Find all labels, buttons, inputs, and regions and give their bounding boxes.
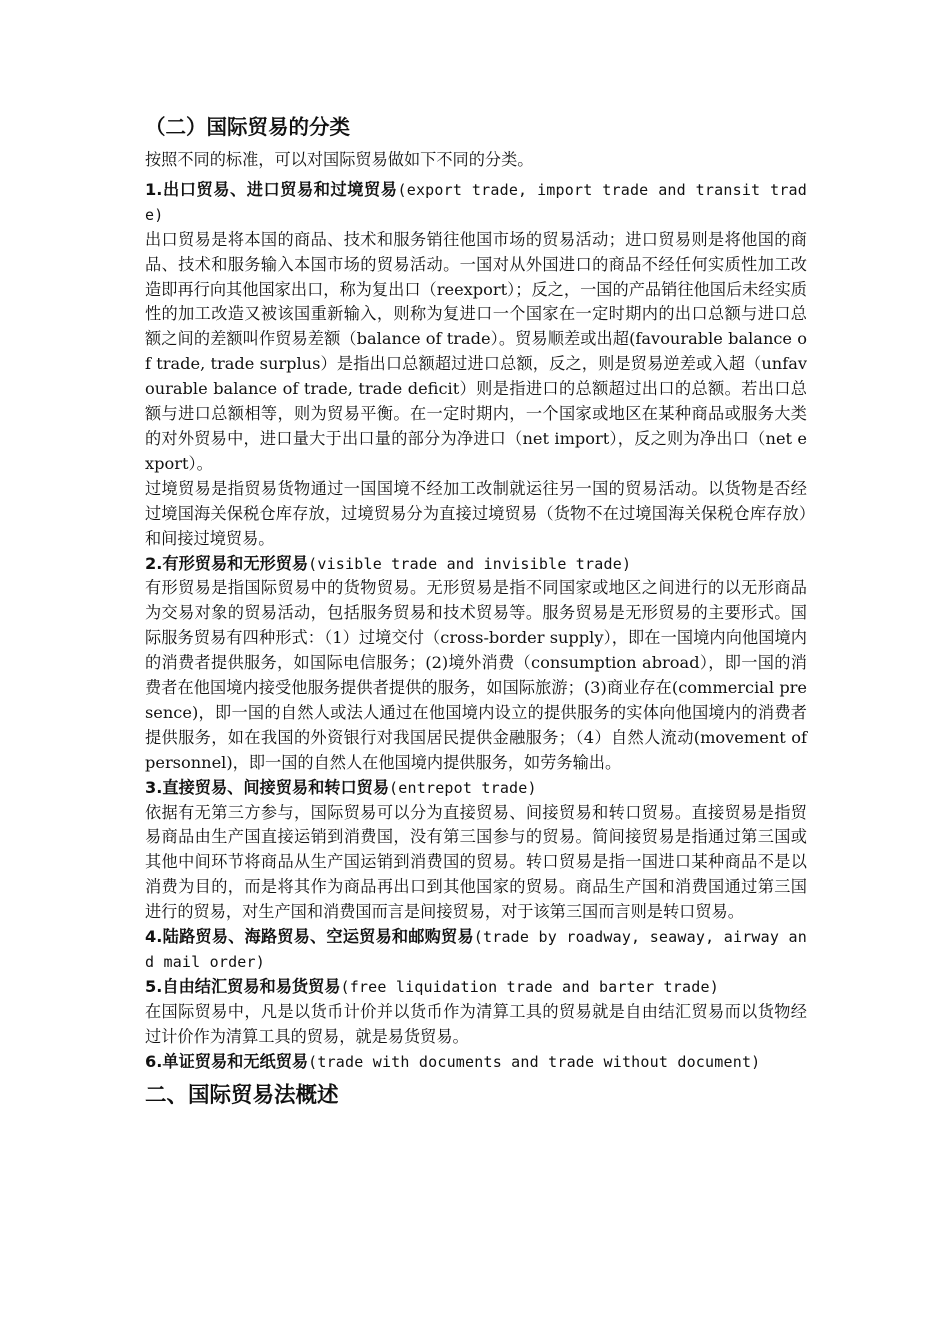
classification-item-1 xyxy=(145,178,807,552)
item-title-5: 5.自由结汇贸易和易货贸易(free liquidation trade and barter trade) xyxy=(145,976,719,996)
item-title-1: 1.出口贸易、进口贸易和过境贸易(export trade, import trade and transit trade) xyxy=(145,179,808,224)
item-5-paragraph-1: 在国际贸易中，凡是以货币计价并以货币作为清算工具的贸易就是自由结汇贸易而以货物经过计价作为清算工具的贸易，就是易货贸易。 xyxy=(145,1001,807,1046)
item-english-6: (trade with documents and trade without document) xyxy=(308,1052,761,1071)
intro-paragraph: 按照不同的标准，可以对国际贸易做如下不同的分类。 xyxy=(145,150,534,169)
item-2-paragraph-1: 有形贸易是指国际贸易中的货物贸易。无形贸易是指不同国家或地区之间进行的以无形商品为交易对象的贸易活动，包括服务贸易和技术贸易等。服务贸易是无形贸易的主要形式。国际服务贸易有四种形式：（1）过境交付（cross-border supply），即在一国境内向他国境内的消费者提供服务，如国际电信服务；(2)境外消费（consumption abroad），即一国的消费者在他国境内接受他服务提供者提供的服务，如国际旅游；(3)商业存在(commercial presence)，即一国的自然人或法人通过在他国境内设立的提供服务的实体向他国境内的消费者提供服务，如在我国的外资银行对我国居民提供金融服务；（4）自然人流动(movement of personnel)，即一国的自然人在他国境内提供服务，如劳务输出。 xyxy=(145,578,807,772)
classification-item-2 xyxy=(145,552,807,776)
classification-item-6 xyxy=(145,1050,807,1075)
item-title-6: 6.单证贸易和无纸贸易(trade with documents and trade without document) xyxy=(145,1051,761,1071)
classification-item-4 xyxy=(145,925,807,975)
classification-item-3 xyxy=(145,776,807,925)
item-1-paragraph-2: 过境贸易是指贸易货物通过一国国境不经加工改制就运往另一国的贸易活动。以货物是否经过境国海关保税仓库存放，过境贸易分为直接过境贸易（货物不在过境国海关保税仓库存放）和间接过境贸易。 xyxy=(145,478,807,548)
item-english-2: (visible trade and invisible trade) xyxy=(308,554,632,573)
item-3-paragraph-1: 依据有无第三方参与，国际贸易可以分为直接贸易、间接贸易和转口贸易。直接贸易是指贸易商品由生产国直接运销到消费国，没有第三国参与的贸易。简间接贸易是指通过第三国或其他中间环节将商品从生产国运销到消费国的贸易。转口贸易是指一国进口某种商品不是以消费为目的，而是将其作为商品再出口到其他国家的贸易。商品生产国和消费国通过第三国进行的贸易，对生产国和消费国而言是间接贸易，对于该第三国而言则是转口贸易。 xyxy=(145,802,807,922)
item-english-5: (free liquidation trade and barter trade) xyxy=(340,977,719,996)
item-english-3: (entrepot trade) xyxy=(389,778,537,797)
item-title-3: 3.直接贸易、间接贸易和转口贸易(entrepot trade) xyxy=(145,777,537,797)
classification-item-5 xyxy=(145,975,807,1050)
section-heading: （二）国际贸易的分类 xyxy=(145,115,350,139)
item-1-paragraph-1: 出口贸易是将本国的商品、技术和服务销往他国市场的贸易活动；进口贸易则是将他国的商品、技术和服务输入本国市场的贸易活动。一国对从外国进口的商品不经任何实质性加工改造即再行向其他国家出口，称为复出口（reexport）；反之，一国的产品销往他国后未经实质性的加工改造又被该国重新输入，则称为复进口一个国家在一定时期内的出口总额与进口总额之间的差额叫作贸易差额（balance of trade）。贸易顺差或出超(favourable balance of trade, trade surplus）是指出口总额超过进口总额，反之，则是贸易逆差或入超（unfavourable balance of trade, trade deficit）则是指进口的总额超过出口的总额。若出口总额与进口总额相等，则为贸易平衡。在一定时期内，一个国家或地区在某种商品或服务大类的对外贸易中，进口量大于出口量的部分为净进口（net import），反之则为净出口（net export）。 xyxy=(145,229,807,473)
major-heading: 二、国际贸易法概述 xyxy=(145,1082,339,1108)
item-english-1: (export trade, import trade and transit trade) xyxy=(145,180,808,224)
item-title-2: 2.有形贸易和无形贸易(visible trade and invisible trade) xyxy=(145,553,632,573)
item-title-4: 4.陆路贸易、海路贸易、空运贸易和邮购贸易(trade by roadway, seaway, airway and mail order) xyxy=(145,927,807,971)
document-page xyxy=(145,112,807,1111)
item-english-4: (trade by roadway, seaway, airway and mail order) xyxy=(145,928,807,971)
